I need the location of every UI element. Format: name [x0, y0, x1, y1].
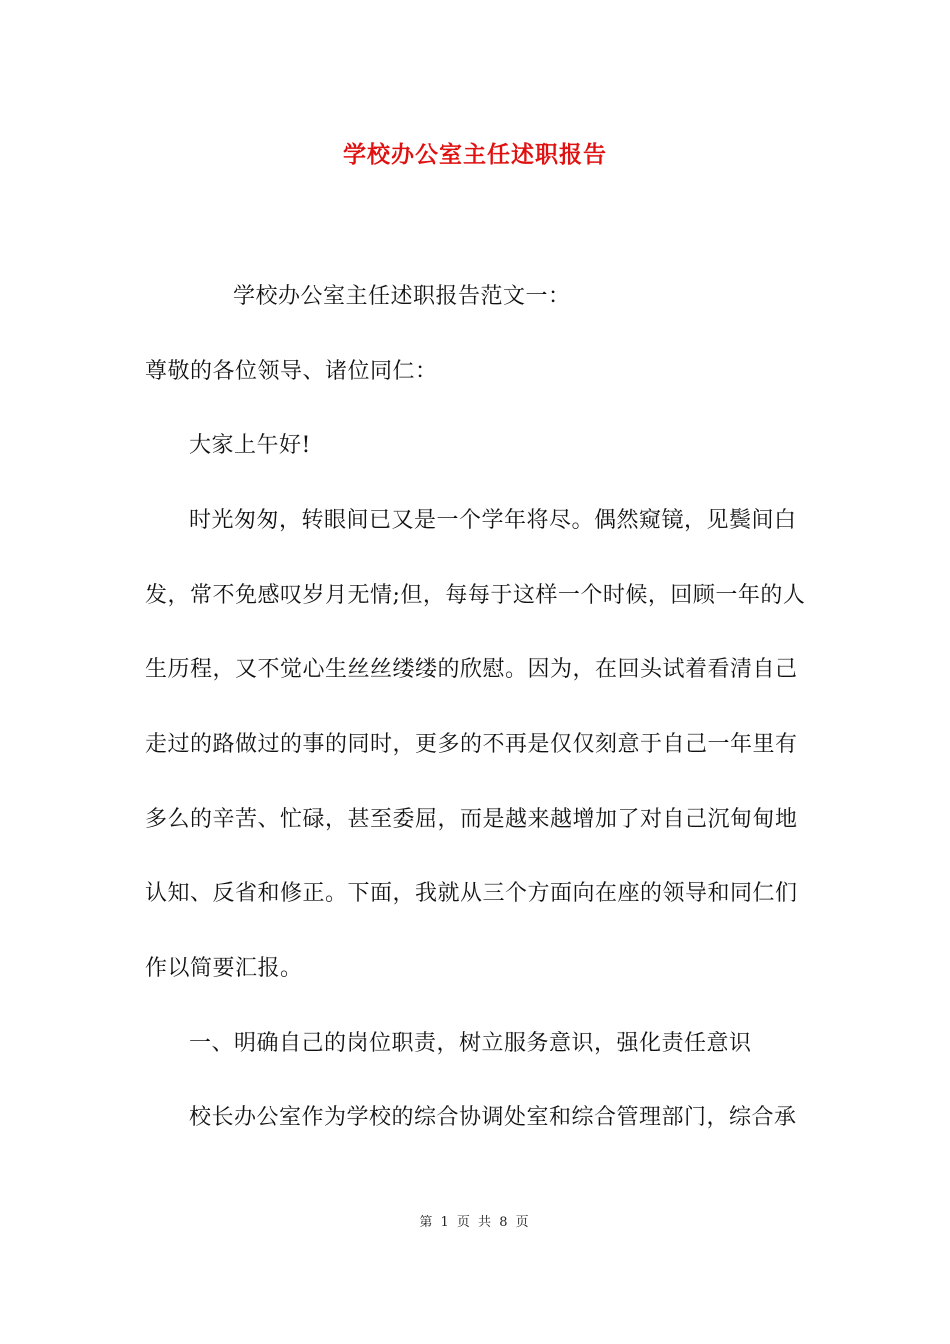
section-heading: 一、明确自己的岗位职责，树立服务意识，强化责任意识	[189, 1031, 752, 1056]
paragraph-line: 认知、反省和修正。下面，我就从三个方面向在座的领导和同仁们	[145, 881, 798, 906]
paragraph-line: 校长办公室作为学校的综合协调处室和综合管理部门，综合承	[189, 1105, 797, 1130]
paragraph-line: 走过的路做过的事的同时，更多的不再是仅仅刻意于自己一年里有	[145, 732, 798, 757]
paragraph-line: 作以简要汇报。	[145, 956, 303, 981]
paragraph-line: 多么的辛苦、忙碌，甚至委屈，而是越来越增加了对自己沉甸甸地	[145, 807, 798, 832]
paragraph-line: 时光匆匆，转眼间已又是一个学年将尽。偶然窥镜，见鬓间白	[189, 508, 797, 533]
paragraph-line: 生历程，又不觉心生丝丝缕缕的欣慰。因为，在回头试着看清自己	[145, 657, 798, 682]
salutation-line: 尊敬的各位领导、诸位同仁：	[145, 359, 438, 384]
paragraph-line: 发，常不免感叹岁月无情;但，每每于这样一个时候，回顾一年的人	[145, 583, 806, 608]
document-title: 学校办公室主任述职报告	[343, 141, 607, 168]
subtitle-line: 学校办公室主任述职报告范文一：	[233, 284, 571, 309]
greeting-line: 大家上午好!	[189, 433, 311, 458]
page-number: 第 1 页 共 8 页	[419, 1215, 531, 1230]
